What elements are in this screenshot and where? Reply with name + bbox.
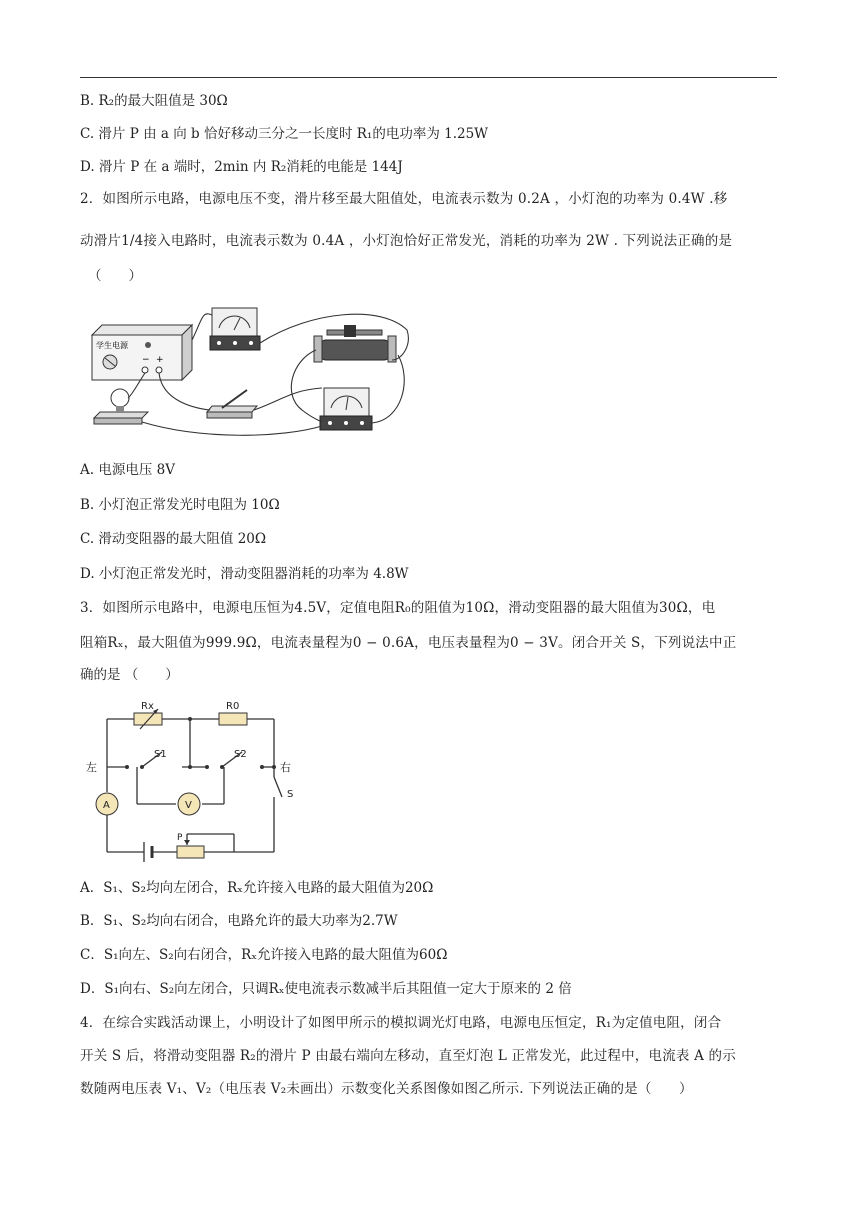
q2-stem-line1: 2．如图所示电路，电源电压不变，滑片移至最大阻值处，电流表示数为 0.2A ，小灯泡的功率为 0.4W .移: [80, 191, 728, 207]
rheostat: [314, 325, 396, 362]
q3-option-d: D．S₁向右、S₂向左闭合，只调Rₓ使电流表示数减半后其阻值一定大于原来的 2 倍: [80, 981, 572, 997]
q4-stem-line3: 数随两电压表 V₁、V₂（电压表 V₂未画出）示数变化关系图像如图乙所示. 下列说法正确的是（ ）: [80, 1081, 693, 1097]
q3-option-a: A．S₁、S₂均向左闭合，Rₓ允许接入电路的最大阻值为20Ω: [80, 880, 434, 896]
knife-switch: [207, 390, 257, 418]
label-right: 右: [280, 761, 291, 774]
label-left: 左: [86, 761, 97, 774]
q2-circuit-photo: [82, 300, 422, 450]
q3-option-b: B．S₁、S₂均向右闭合，电路允许的最大功率为2.7W: [80, 913, 398, 929]
label-ammeter: A: [103, 800, 110, 811]
ammeter-top: [210, 308, 260, 350]
svg-text:+: +: [156, 355, 164, 365]
q3-circuit-diagram: [82, 697, 312, 867]
q3-stem-line1: 3．如图所示电路中，电源电压恒为4.5V，定值电阻R₀的阻值为10Ω，滑动变阻器的最大阻值为30Ω，电: [80, 600, 716, 616]
resistor-rx: [134, 713, 162, 725]
power-supply-label: 学生电源: [96, 341, 128, 350]
q3-stem-line2: 阻箱Rₓ，最大阻值为999.9Ω，电流表量程为0 − 0.6A，电压表量程为0 − 3V。闭合开关 S，下列说法中正: [80, 635, 737, 651]
q4-stem-line2: 开关 S 后，将滑动变阻器 R₂的滑片 P 由最右端向左移动，直至灯泡 L 正常发光，此过程中，电流表 A 的示: [80, 1048, 736, 1064]
label-r0: R0: [226, 701, 240, 712]
label-s2: S2: [234, 749, 247, 760]
q2-option-d: D. 小灯泡正常发光时，滑动变阻器消耗的功率为 4.8W: [80, 566, 409, 582]
svg-text:−: −: [142, 355, 150, 365]
q3-option-c: C．S₁向左、S₂向右闭合，Rₓ允许接入电路的最大阻值为60Ω: [80, 947, 448, 963]
resistor-r0: [219, 713, 247, 725]
light-bulb: [94, 389, 148, 424]
q1-option-c: C. 滑片 P 由 a 向 b 恰好移动三分之一长度时 R₁的电功率为 1.25W: [80, 126, 489, 142]
q2-stem-line2: 动滑片1/4接入电路时，电流表示数为 0.4A ，小灯泡恰好正常发光，消耗的功率为 2W . 下列说法正确的是: [80, 233, 733, 249]
ammeter-bottom: [320, 388, 372, 430]
rheostat-symbol: [177, 846, 204, 858]
label-s1: S1: [154, 749, 167, 760]
label-rx: Rx: [141, 701, 154, 712]
q2-answer-blank: （ ）: [88, 268, 142, 284]
top-rule: [80, 77, 777, 78]
q2-option-b: B. 小灯泡正常发光时电阻为 10Ω: [80, 497, 280, 513]
q2-option-a: A. 电源电压 8V: [80, 462, 175, 478]
q1-option-d: D. 滑片 P 在 a 端时，2min 内 R₂消耗的电能是 144J: [80, 159, 403, 175]
label-s: S: [287, 789, 294, 800]
q1-option-b: B. R₂的最大阻值是 30Ω: [80, 93, 228, 109]
label-p: P: [177, 833, 183, 843]
q4-stem-line1: 4．在综合实践活动课上，小明设计了如图甲所示的模拟调光灯电路，电源电压恒定，R₁为定值电阻，闭合: [80, 1015, 722, 1031]
label-voltmeter: V: [185, 800, 192, 811]
power-supply: [92, 325, 192, 380]
q2-option-c: C. 滑动变阻器的最大阻值 20Ω: [80, 531, 267, 547]
q3-stem-line3: 确的是 （ ）: [80, 667, 179, 683]
